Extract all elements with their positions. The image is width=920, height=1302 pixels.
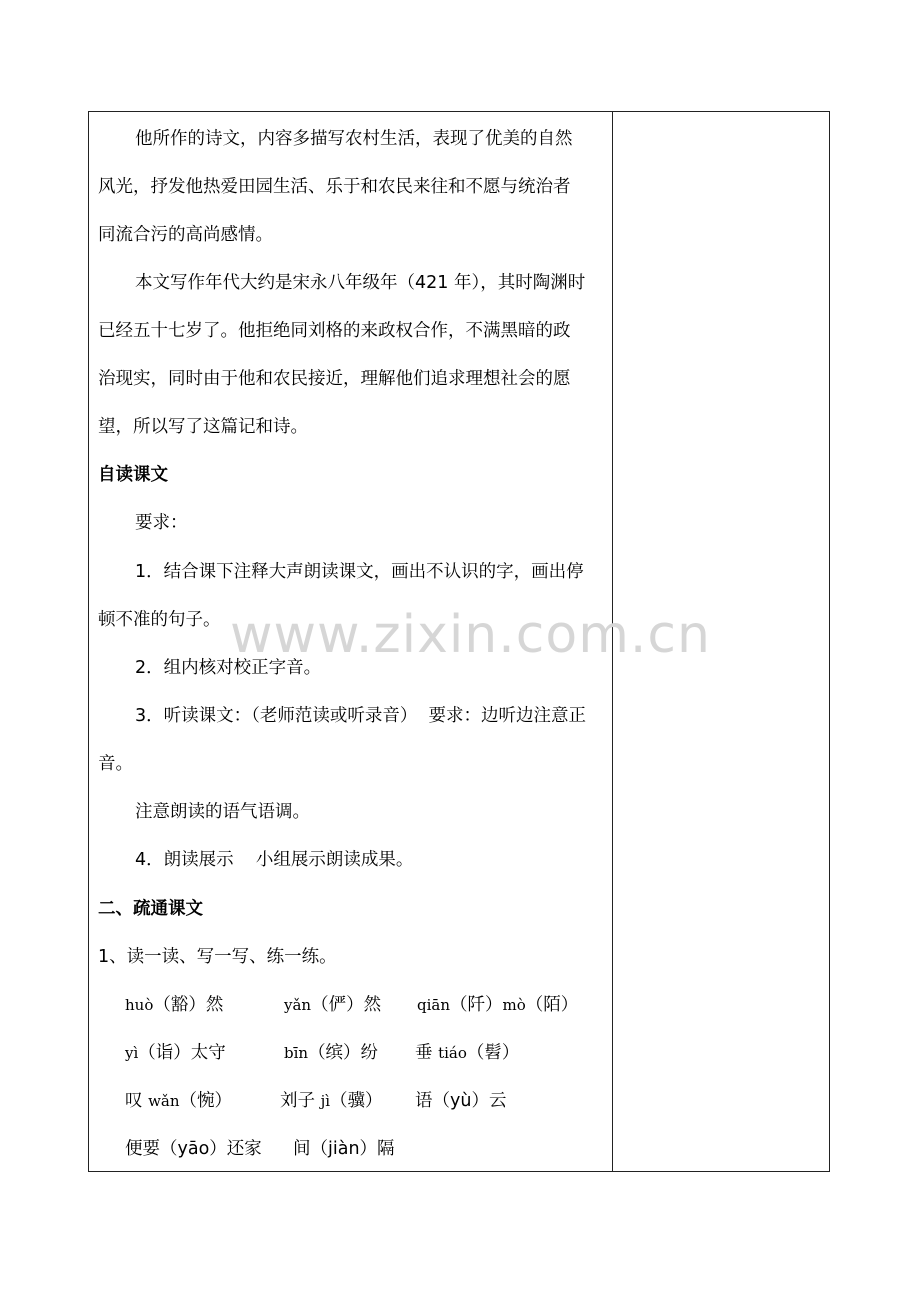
vocab-item: 语（yù）云 xyxy=(415,1091,507,1111)
vocab-item: 叹 wǎn（惋） xyxy=(125,1091,233,1111)
vocab-item: 间（jiàn）隔 xyxy=(293,1139,395,1159)
sub-heading: 1、读一读、写一写、练一练。 xyxy=(98,947,337,967)
paragraph-line: 风光，抒发他热爱田园生活、乐于和农民来往和不愿与统治者 xyxy=(98,177,571,197)
paragraph-line: 治现实，同时由于他和农民接近，理解他们追求理想社会的愿 xyxy=(98,369,571,389)
paragraph-line: 已经五十七岁了。他拒绝同刘格的来政权合作，不满黑暗的政 xyxy=(98,321,571,341)
vocab-item: yì（诣）太守 xyxy=(125,1043,226,1063)
vocab-item: 垂 tiáo（髫） xyxy=(415,1043,520,1063)
note-line: 注意朗读的语气语调。 xyxy=(135,802,310,822)
list-item: 1．结合课下注释大声朗读课文，画出不认识的字，画出停 xyxy=(135,562,584,582)
watermark: www.zixin.com.cn xyxy=(230,605,711,665)
list-item-continuation: 音。 xyxy=(98,754,133,774)
paragraph-line: 同流合污的高尚感情。 xyxy=(98,225,273,245)
paragraph-line: 本文写作年代大约是宋永八年级年（421 年），其时陶渊时 xyxy=(135,273,586,293)
vocab-item: huò（豁）然 xyxy=(125,995,224,1015)
list-item: 2．组内核对校正字音。 xyxy=(135,658,322,678)
vocab-item: 刘子 jì（骥） xyxy=(280,1091,383,1111)
list-item: 3．听读课文：（老师范读或听录音） 要求：边听边注意正 xyxy=(135,706,587,726)
content-table xyxy=(88,111,830,1172)
section-heading: 自读课文 xyxy=(98,465,168,485)
paragraph-line: 望，所以写了这篇记和诗。 xyxy=(98,417,308,437)
vocab-item: qiān（阡）mò（陌） xyxy=(417,995,579,1015)
list-item-continuation: 顿不准的句子。 xyxy=(98,610,221,630)
vocab-item: yǎn（俨）然 xyxy=(284,995,382,1015)
section-heading: 二、疏通课文 xyxy=(98,899,203,919)
requirement-label: 要求： xyxy=(135,513,188,533)
column-divider xyxy=(612,112,613,1171)
vocab-item: 便要（yāo）还家 xyxy=(125,1139,262,1159)
paragraph-line: 他所作的诗文，内容多描写农村生活，表现了优美的自然 xyxy=(135,129,573,149)
vocab-item: bīn（缤）纷 xyxy=(284,1043,379,1063)
list-item: 4．朗读展示 小组展示朗读成果。 xyxy=(135,850,414,870)
